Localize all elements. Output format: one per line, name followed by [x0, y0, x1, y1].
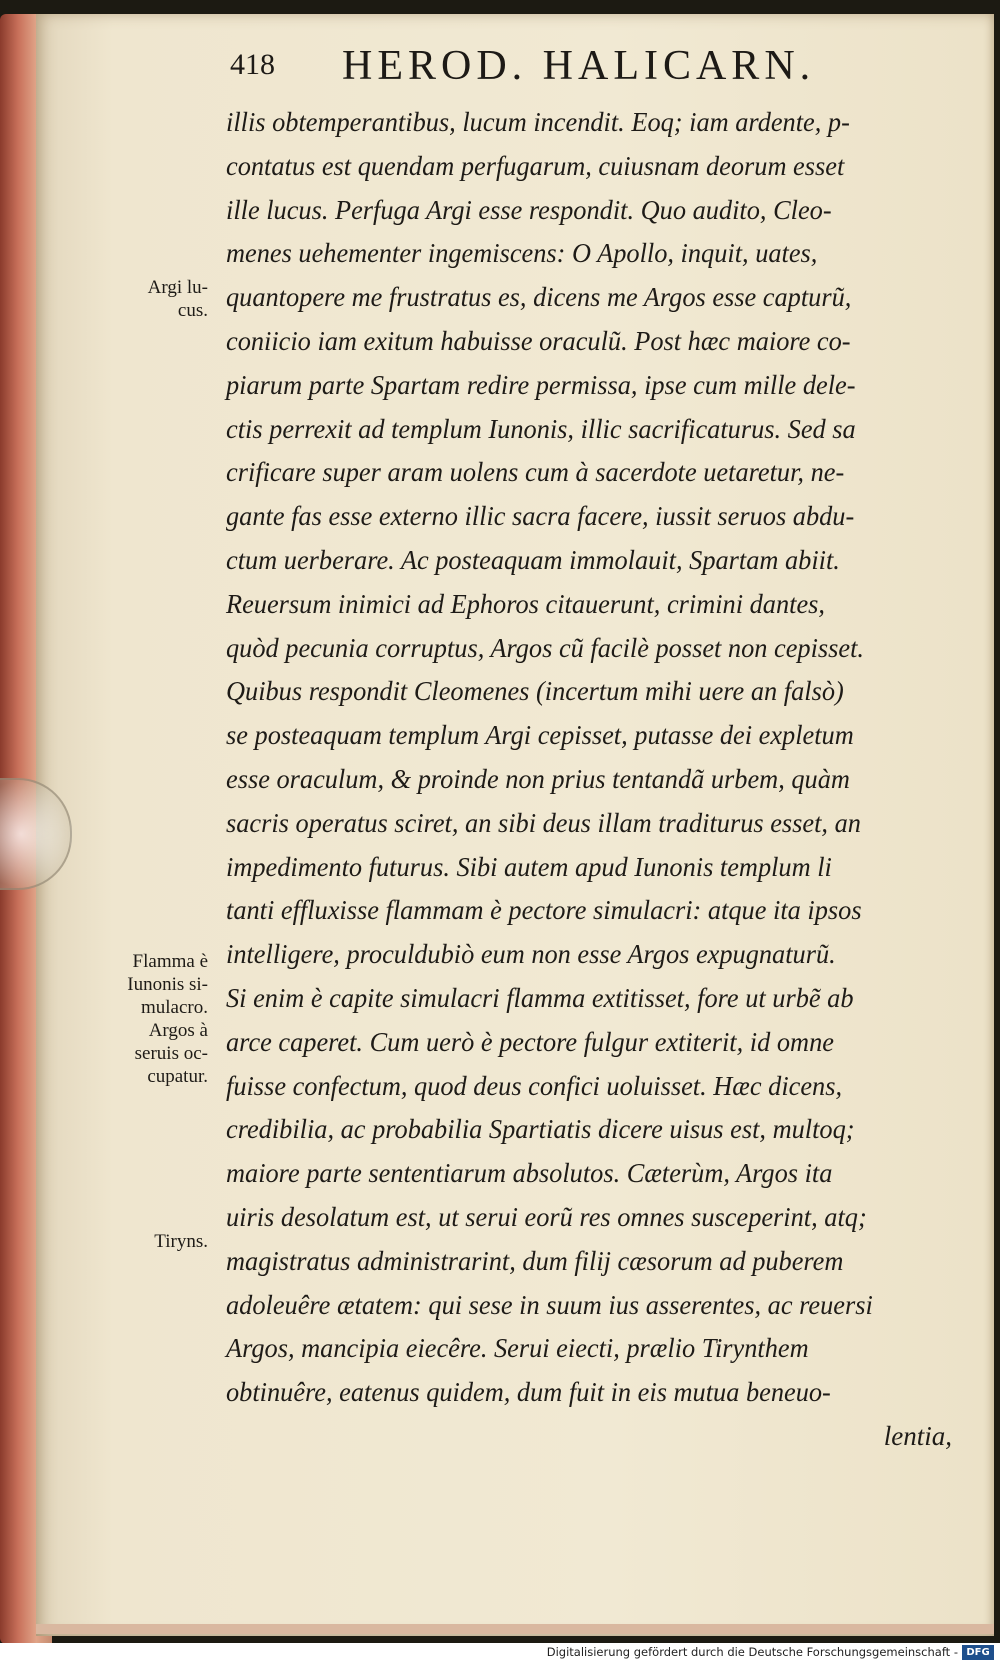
running-title: HEROD. HALICARN.	[342, 43, 816, 89]
text-line: fuisse confectum, quod deus confici uoluisset. Hæc dicens,	[226, 1070, 843, 1101]
text-line: adoleuêre ætatem: qui sese in suum ius asserentes, ac reuersi	[226, 1289, 873, 1320]
page-header	[230, 42, 990, 92]
text-line: esse oraculum, & proinde non prius tentandã urbem, quàm	[226, 763, 850, 794]
text-line: illis obtemperantibus, lucum incendit. Eoq; iam ardente, p-	[226, 107, 850, 137]
footer-bar	[0, 1643, 1000, 1663]
text-line: Quibus respondit Cleomenes (incertum mihi uere an falsò)	[226, 676, 844, 707]
marginal-note-flamma	[108, 950, 208, 1088]
page-bottom-edge	[36, 1624, 994, 1634]
marginal-note-line: Tiryns.	[154, 1231, 208, 1252]
text-line: menes uehementer ingemiscens: O Apollo, inquit, uates,	[226, 238, 818, 269]
text-line: obtinuêre, eatenus quidem, dum fuit in eis mutua beneuo-	[226, 1377, 831, 1408]
text-line: Argos, mancipia eiecêre. Serui eiecti, prælio Tirynthem	[226, 1333, 809, 1364]
marginal-note-line: cus.	[177, 300, 208, 321]
footer-credit: Digitalisierung gefördert durch die Deutsche Forschungsgemeinschaft -	[546, 1645, 958, 1659]
marginal-note-line: Iunonis si-	[127, 974, 208, 995]
body-text	[226, 101, 966, 1459]
text-line: arce caperet. Cum uerò è pectore fulgur extiterit, id omne	[226, 1026, 834, 1057]
text-line: intelligere, proculdubiò eum non esse Argos expugnaturũ.	[226, 939, 836, 970]
marginal-note-line: cupatur.	[147, 1066, 208, 1087]
text-line: Reuersum inimici ad Ephoros citauerunt, crimini dantes,	[226, 588, 826, 619]
text-line: credibilia, ac probabilia Spartiatis dicere uisus est, multoq;	[226, 1114, 855, 1145]
text-line: ctum uerberare. Ac posteaquam immolauit, Spartam abiit.	[226, 544, 840, 575]
marginal-note-argi-lucus	[108, 276, 208, 322]
dfg-logo: DFG	[962, 1645, 994, 1660]
text-line: maiore parte sententiarum absolutos. Cæterùm, Argos ita	[226, 1158, 833, 1189]
text-line: crificare super aram uolens cum à sacerdote uetaretur, ne-	[226, 457, 845, 488]
text-line: magistratus administrarint, dum filij cæsorum ad puberem	[226, 1245, 844, 1276]
marginal-note-line: Argos à	[148, 1020, 208, 1041]
text-line: tanti effluxisse flammam è pectore simulacri: atque ita ipsos	[226, 895, 862, 926]
text-line: quòd pecunia corruptus, Argos cũ facilè posset non cepisset.	[226, 632, 865, 663]
text-line: ille lucus. Perfuga Argi esse respondit. Quo audito, Cleo-	[226, 194, 832, 225]
text-line: coniicio iam exitum habuisse oraculũ. Post hæc maiore co-	[226, 325, 851, 356]
page-number: 418	[230, 48, 275, 81]
marginal-note-line: mulacro.	[140, 997, 208, 1018]
marginal-note-line: Flamma è	[132, 951, 208, 972]
text-line: contatus est quendam perfugarum, cuiusnam deorum esset	[226, 150, 845, 181]
text-line: ctis perrexit ad templum Iunonis, illic sacrificaturus. Sed sa	[226, 413, 856, 444]
text-line: sacris operatus sciret, an sibi deus illam traditurus esset, an	[226, 807, 861, 838]
text-line: impedimento futurus. Sibi autem apud Iunonis templum li	[226, 851, 832, 882]
text-line: quantopere me frustratus es, dicens me Argos esse capturũ,	[226, 282, 852, 313]
text-line: se posteaquam templum Argi cepisset, putasse dei expletum	[226, 720, 854, 751]
marginal-note-line: Argi lu-	[147, 277, 208, 298]
text-line: lentia,	[883, 1420, 952, 1451]
marginal-note-tiryns	[108, 1230, 208, 1253]
marginal-note-line: seruis oc-	[134, 1043, 208, 1064]
text-line: piarum parte Spartam redire permissa, ipse cum mille dele-	[226, 369, 856, 400]
text-line: gante fas esse externo illic sacra facere, iussit seruos abdu-	[226, 501, 855, 532]
text-line: uiris desolatum est, ut serui eorũ res omnes susceperint, atq;	[226, 1201, 867, 1232]
text-line: Si enim è capite simulacri flamma extitisset, fore ut urbẽ ab	[226, 982, 854, 1013]
